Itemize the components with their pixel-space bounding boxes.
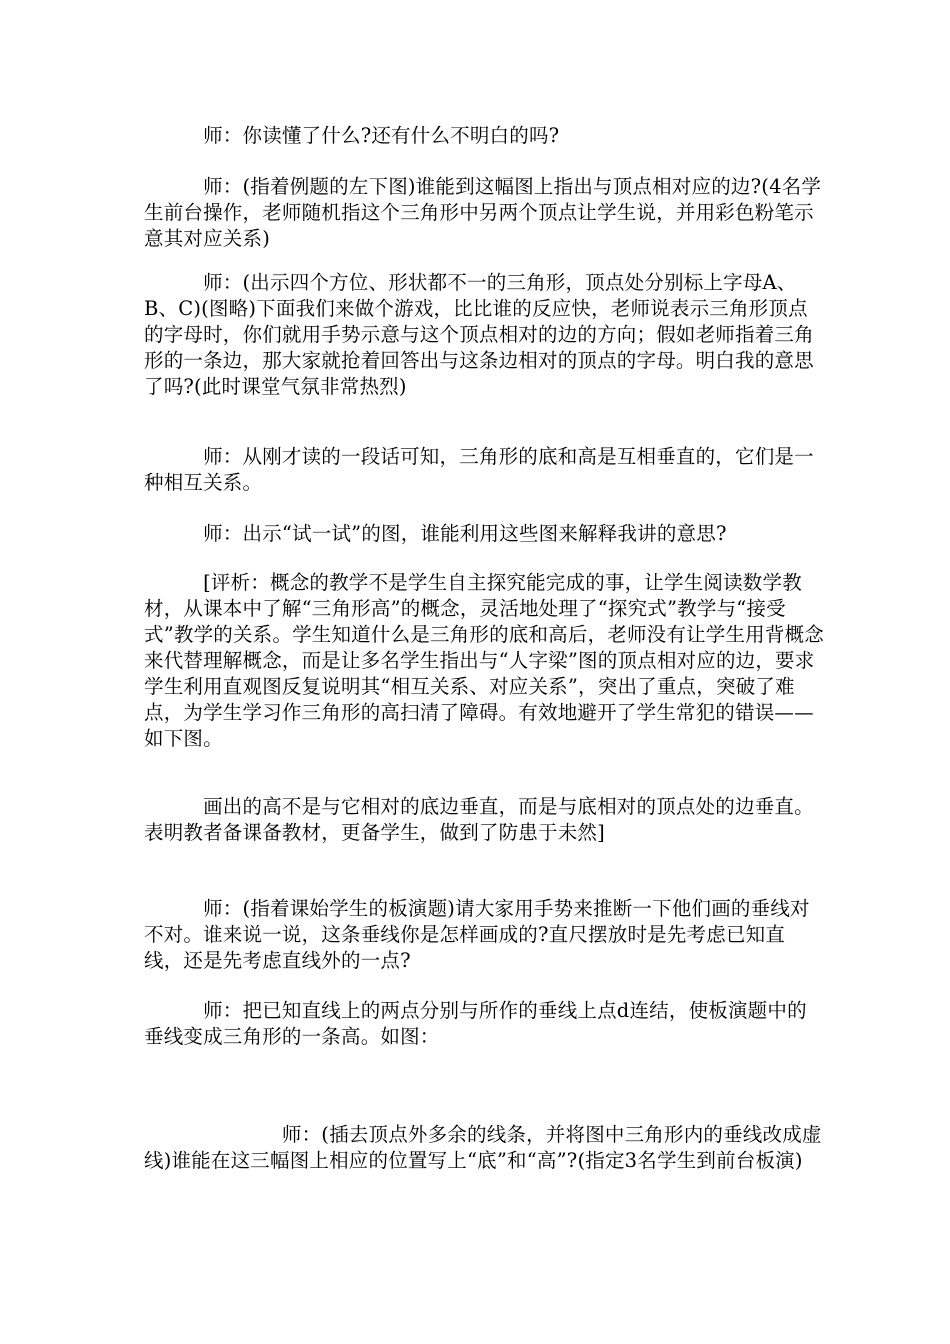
paragraph-6-commentary: [评析：概念的教学不是学生自主探究能完成的事，让学生阅读数学教材，从课本中了解“三角形高”的概念，灵活地处理了“探究式”教学与“接受式”教学的关系。学生知道什么是三角形的底和高后，老师没有让学生用背概念来代替理解概念，而是让多名学生指出与“人字梁”图的顶点相对应的边，要求学生利用直观图反复说明其“相互关系、对应关系”，突出了重点，突破了难点，为学生学习作三角形的高扫清了障碍。有效地避开了学生常犯的错误——如下图。 xyxy=(144,571,824,750)
paragraph-9: 师：把已知直线上的两点分别与所作的垂线上点d连结，使板演题中的垂线变成三角形的一条高。如图： xyxy=(144,999,807,1048)
paragraph-10: 师：(插去顶点外多余的线条，并将图中三角形内的垂线改成虚线)谁能在这三幅图上相应的位置写上“底”和“高”?(指定3名学生到前台板演) xyxy=(144,1123,822,1172)
paragraph-7-commentary-end: 画出的高不是与它相对的底边垂直，而是与底相对的顶点处的边垂直。表明教者备课备教材，更备学生，做到了防患于未然] xyxy=(144,795,814,844)
paragraph-2: 师：(指着例题的左下图)谁能到这幅图上指出与顶点相对应的边?(4名学生前台操作，老师随机指这个三角形中另两个顶点让学生说，并用彩色粉笔示意其对应关系) xyxy=(144,175,822,250)
paragraph-3: 师：(出示四个方位、形状都不一的三角形，顶点处分别标上字母A、B、C)(图略)下面我们来做个游戏，比比谁的反应快，老师说表示三角形顶点的字母时，你们就用手势示意与这个顶点相对的边的方向；假如老师指着三角形的一条边，那大家就抢着回答出与这条边相对的顶点的字母。明白我的意思了吗?(此时课堂气氛非常热烈) xyxy=(144,271,814,398)
paragraph-8: 师：(指着课始学生的板演题)请大家用手势来推断一下他们画的垂线对不对。谁来说一说，这条垂线你是怎样画成的?直尺摆放时是先考虑已知直线，还是先考虑直线外的一点? xyxy=(144,897,810,972)
paragraph-4: 师：从刚才读的一段话可知，三角形的底和高是互相垂直的，它们是一种相互关系。 xyxy=(144,445,814,494)
paragraph-5: 师：出示“试一试”的图，谁能利用这些图来解释我讲的意思? xyxy=(144,522,727,545)
paragraph-1: 师：你读懂了什么?还有什么不明白的吗? xyxy=(144,124,560,147)
